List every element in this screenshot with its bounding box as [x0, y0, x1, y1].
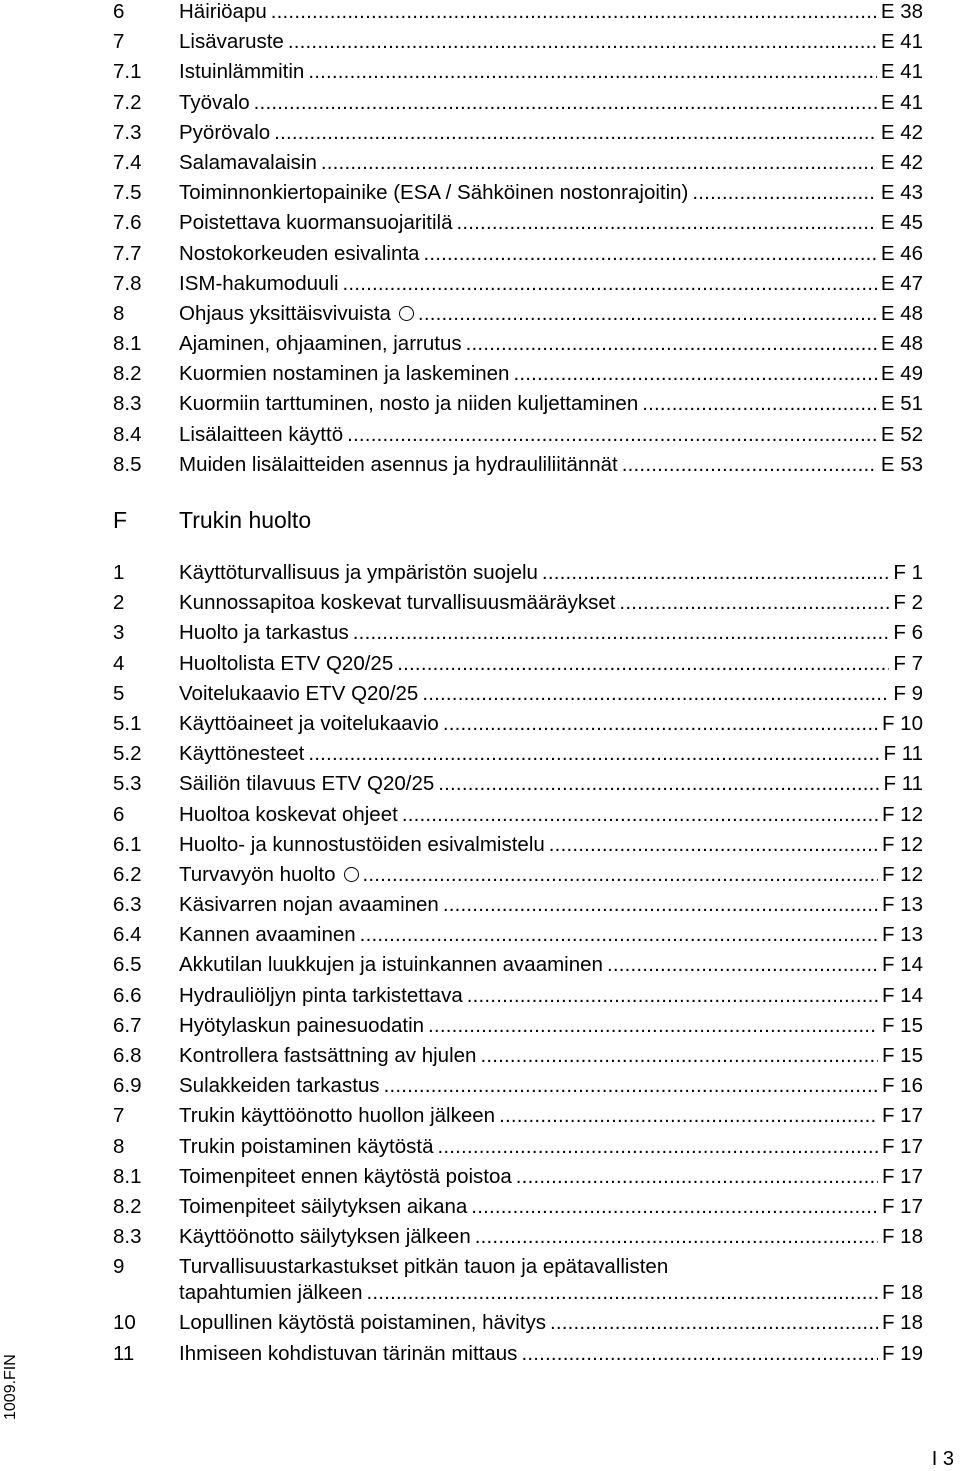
toc-entry-page: F 1	[893, 561, 923, 584]
dot-leader	[443, 893, 878, 917]
toc-entry-page: F 17	[881, 1134, 923, 1158]
toc-entry-number: 6.6	[113, 983, 142, 1007]
toc-entry-page: E 41	[880, 60, 923, 84]
toc-entry[interactable]	[113, 1135, 923, 1165]
toc-entry-page: E 46	[880, 241, 923, 265]
toc-entry[interactable]	[113, 453, 923, 483]
toc-entry-title: Nostokorkeuden esivalinta	[179, 241, 420, 265]
toc-entry-number: 5.3	[113, 772, 142, 796]
toc-entry-title: Käyttöaineet ja voitelukaavio	[179, 711, 439, 735]
toc-entry-title: Huoltoa koskevat ohjeet	[179, 802, 398, 826]
toc-entry-page: F 2	[893, 591, 923, 615]
toc-entry-title: Pyörövalo	[179, 120, 271, 144]
dot-leader	[443, 712, 878, 736]
toc-entry[interactable]	[113, 151, 923, 181]
table-of-contents	[113, 0, 923, 1372]
toc-entry-number: 6.2	[113, 862, 142, 886]
toc-entry-number: 7	[113, 30, 125, 54]
dot-leader	[347, 423, 877, 447]
toc-entry-number: 5.2	[113, 742, 142, 766]
toc-entry-page: E 41	[880, 30, 923, 54]
dot-leader	[397, 652, 889, 676]
toc-entry-number: 6.4	[113, 923, 142, 947]
toc-entry-page: E 42	[880, 150, 923, 174]
dot-leader	[499, 1104, 878, 1128]
dot-leader	[622, 453, 877, 477]
toc-entry-title: Muiden lisälaitteiden asennus ja hydrauliliitännät	[179, 452, 618, 476]
toc-entry-number: 8	[113, 301, 125, 325]
toc-entry-page: E 49	[880, 362, 923, 386]
toc-entry-page: E 47	[880, 271, 923, 295]
toc-entry[interactable]	[113, 0, 923, 30]
toc-entry-number: 7.8	[113, 271, 142, 295]
toc-entry[interactable]	[113, 652, 923, 682]
dot-leader	[475, 1225, 878, 1249]
toc-entry[interactable]	[113, 181, 923, 211]
dot-leader	[466, 332, 877, 356]
toc-entry-number: 7.4	[113, 150, 142, 174]
toc-entry-page: F 13	[881, 893, 923, 917]
toc-entry[interactable]	[113, 953, 923, 983]
toc-section-e	[113, 0, 923, 483]
toc-entry-title: Sulakkeiden tarkastus	[179, 1074, 380, 1098]
toc-entry-number: 7.5	[113, 181, 142, 205]
toc-entry[interactable]	[113, 423, 923, 453]
toc-entry[interactable]	[113, 1225, 923, 1255]
toc-entry[interactable]	[113, 591, 923, 621]
toc-entry[interactable]	[113, 121, 923, 151]
toc-entry-number: 8.3	[113, 1225, 142, 1249]
toc-entry-page: F 11	[883, 742, 923, 766]
toc-entry[interactable]	[113, 742, 923, 772]
dot-leader	[321, 151, 877, 175]
dot-leader	[549, 833, 878, 857]
toc-entry-page: F 7	[893, 651, 923, 675]
dot-leader	[438, 772, 879, 796]
toc-entry-title: Toiminnonkiertopainike (ESA / Sähköinen nostonrajoitin)	[179, 181, 689, 205]
toc-entry-title: Turvavyön huolto	[179, 863, 359, 887]
toc-entry[interactable]	[113, 803, 923, 833]
circle-option-icon	[399, 306, 414, 321]
toc-entry-number: 6.3	[113, 893, 142, 917]
toc-entry[interactable]	[113, 682, 923, 712]
toc-entry-title: Kunnossapitoa koskevat turvallisuusmääräykset	[179, 591, 616, 615]
dot-leader	[692, 181, 876, 205]
dot-leader	[367, 1281, 878, 1305]
toc-entry-title: Kuormien nostaminen ja laskeminen	[179, 362, 510, 386]
toc-entry-title: Huolto ja tarkastus	[179, 621, 349, 645]
toc-entry-number: 7.1	[113, 60, 142, 84]
toc-entry-title: Ajaminen, ohjaaminen, jarrutus	[179, 332, 462, 356]
dot-leader	[428, 1014, 878, 1038]
toc-entry-number: 8.5	[113, 452, 142, 476]
toc-entry-number: 8.3	[113, 392, 142, 416]
dot-leader	[343, 272, 877, 296]
toc-entry-title: Hydrauliöljyn pinta tarkistettava	[179, 983, 463, 1007]
toc-entry-page: F 18	[881, 1225, 923, 1249]
toc-entry-number: 11	[113, 1341, 135, 1365]
document-code: 1009.FIN	[2, 1354, 19, 1420]
dot-leader	[308, 60, 877, 84]
toc-entry-page: F 14	[881, 953, 923, 977]
dot-leader	[254, 91, 877, 115]
toc-entry[interactable]	[113, 1342, 923, 1372]
toc-entry-page: F 17	[881, 1194, 923, 1218]
toc-entry-title: Häiriöapu	[179, 0, 267, 23]
toc-entry[interactable]	[113, 923, 923, 953]
toc-entry-title: Istuinlämmitin	[179, 60, 305, 84]
toc-entry-page: E 41	[880, 90, 923, 114]
toc-entry[interactable]	[113, 1014, 923, 1044]
dot-leader	[467, 984, 878, 1008]
toc-entry-number: 7.2	[113, 90, 142, 114]
dot-leader	[437, 1135, 878, 1159]
toc-entry-title-line2: tapahtumien jälkeen	[179, 1281, 363, 1305]
toc-entry-number: 9	[113, 1255, 125, 1279]
toc-entry-page: F 19	[881, 1341, 923, 1365]
toc-entry-number: 7	[113, 1104, 125, 1128]
toc-entry-title: Akkutilan luukkujen ja istuinkannen avaaminen	[179, 953, 603, 977]
toc-entry[interactable]	[113, 1311, 923, 1341]
toc-entry[interactable]	[113, 242, 923, 272]
dot-leader	[402, 803, 878, 827]
toc-entry[interactable]	[113, 362, 923, 392]
toc-entry-number: 10	[113, 1311, 136, 1335]
dot-leader	[642, 392, 877, 416]
toc-entry-number: 4	[113, 651, 125, 675]
toc-entry-title: Poistettava kuormansuojaritilä	[179, 211, 453, 235]
dot-leader	[471, 1195, 878, 1219]
toc-entry-page: E 45	[880, 211, 923, 235]
toc-entry[interactable]	[113, 561, 923, 591]
dot-leader	[418, 302, 877, 326]
dot-leader	[422, 682, 889, 706]
toc-entry-number: 7.7	[113, 241, 142, 265]
chapter-letter: F	[113, 507, 128, 533]
page-number: I 3	[931, 1448, 954, 1470]
dot-leader	[480, 1044, 878, 1068]
toc-entry-title: Kuormiin tarttuminen, nosto ja niiden kuljettaminen	[179, 392, 639, 416]
toc-entry-title: Käyttöturvallisuus ja ympäristön suojelu	[179, 561, 538, 584]
toc-entry[interactable]	[113, 60, 923, 90]
toc-entry-number: 7.6	[113, 211, 142, 235]
toc-entry[interactable]	[113, 712, 923, 742]
dot-leader	[308, 742, 879, 766]
toc-entry[interactable]	[113, 893, 923, 923]
toc-entry-title: Salamavalaisin	[179, 150, 317, 174]
toc-entry-number: 8.2	[113, 1194, 142, 1218]
toc-entry-number: 8.1	[113, 332, 142, 356]
toc-entry-number: 5.1	[113, 711, 142, 735]
toc-entry-title: Käyttönesteet	[179, 742, 305, 766]
toc-entry-page: F 12	[881, 862, 923, 886]
toc-entry-page: F 17	[881, 1104, 923, 1128]
toc-entry-page: F 17	[881, 1164, 923, 1188]
circle-option-icon	[344, 867, 359, 882]
toc-entry[interactable]	[113, 30, 923, 60]
toc-entry-title: Toimenpiteet säilytyksen aikana	[179, 1194, 468, 1218]
toc-entry-number: 8.2	[113, 362, 142, 386]
toc-entry-number: 8.1	[113, 1164, 142, 1188]
dot-leader	[288, 30, 877, 54]
dot-leader	[513, 362, 876, 386]
toc-entry-title: Ohjaus yksittäisvivuista	[179, 302, 414, 326]
toc-entry-number: 8	[113, 1134, 125, 1158]
dot-leader	[516, 1165, 878, 1189]
toc-entry-page: F 12	[881, 802, 923, 826]
toc-entry-title: Lisälaitteen käyttö	[179, 422, 344, 446]
toc-entry[interactable]	[113, 272, 923, 302]
toc-entry[interactable]	[113, 392, 923, 422]
toc-entry-page: F 15	[881, 1044, 923, 1067]
toc-entry-number: 6.8	[113, 1044, 142, 1067]
dot-leader	[607, 953, 878, 977]
toc-entry-title: Voitelukaavio ETV Q20/25	[179, 681, 419, 705]
toc-entry[interactable]	[113, 863, 923, 893]
toc-entry[interactable]	[113, 1104, 923, 1134]
toc-entry[interactable]	[113, 833, 923, 863]
toc-entry[interactable]	[113, 332, 923, 362]
toc-entry-number: 5	[113, 681, 125, 705]
toc-entry-title: Kannen avaaminen	[179, 923, 356, 947]
toc-entry-title: Hyötylaskun painesuodatin	[179, 1013, 425, 1037]
dot-leader	[423, 242, 876, 266]
toc-entry-number: 3	[113, 621, 125, 645]
chapter-title: Trukin huolto	[179, 507, 312, 533]
toc-entry-page: E 42	[880, 120, 923, 144]
toc-entry-page: F 14	[881, 983, 923, 1007]
toc-entry-page: E 43	[880, 181, 923, 205]
toc-entry-page: E 52	[880, 422, 923, 446]
toc-entry-page: F 16	[881, 1074, 923, 1098]
toc-entry-page: F 6	[893, 621, 923, 645]
dot-leader	[521, 1342, 878, 1366]
dot-leader	[363, 863, 878, 887]
toc-entry-title-line1: Turvallisuustarkastukset pitkän tauon ja epätavallisten	[179, 1255, 669, 1279]
toc-entry-title: Trukin käyttöönotto huollon jälkeen	[179, 1104, 496, 1128]
toc-entry-page: E 48	[880, 301, 923, 325]
toc-entry-title: Toimenpiteet ennen käytöstä poistoa	[179, 1164, 512, 1188]
toc-section-f	[113, 561, 923, 1255]
toc-entry-page: F 18	[881, 1311, 923, 1335]
toc-entry-title: Kontrollera fastsättning av hjulen	[179, 1044, 477, 1067]
toc-entry-page: E 38	[880, 0, 923, 23]
toc-entry-number: 6.1	[113, 832, 142, 856]
toc-entry-page: F 12	[881, 832, 923, 856]
dot-leader	[384, 1074, 878, 1098]
toc-entry-number: 6	[113, 0, 125, 23]
toc-entry-page: F 13	[881, 923, 923, 947]
dot-leader	[542, 561, 889, 585]
toc-entry-page: F 11	[883, 772, 923, 796]
toc-entry[interactable]	[113, 302, 923, 332]
toc-entry-title: Työvalo	[179, 90, 250, 114]
toc-entry-title: Ihmiseen kohdistuvan tärinän mittaus	[179, 1341, 518, 1365]
dot-leader	[619, 591, 889, 615]
toc-entry-number: 6.7	[113, 1013, 142, 1037]
toc-entry[interactable]	[113, 211, 923, 241]
toc-entry[interactable]	[113, 1165, 923, 1195]
dot-leader	[456, 211, 876, 235]
toc-entry-title: ISM-hakumoduuli	[179, 271, 339, 295]
dot-leader	[274, 121, 877, 145]
toc-entry-page: F 18	[881, 1281, 923, 1305]
toc-entry-number: 2	[113, 591, 125, 615]
toc-entry-page: E 51	[880, 392, 923, 416]
toc-entry[interactable]	[113, 1195, 923, 1225]
toc-entry[interactable]	[113, 772, 923, 802]
toc-entry-number: 6	[113, 802, 125, 826]
toc-entry-page: F 9	[893, 681, 923, 705]
toc-entry-title: Lisävaruste	[179, 30, 284, 54]
toc-entry-number: 6.5	[113, 953, 142, 977]
toc-entry-title: Lopullinen käytöstä poistaminen, hävitys	[179, 1311, 546, 1335]
toc-entry-page: E 48	[880, 332, 923, 356]
toc-entry[interactable]	[113, 1044, 923, 1074]
dot-leader	[353, 621, 890, 645]
dot-leader	[550, 1311, 878, 1335]
toc-entry-title: Käsivarren nojan avaaminen	[179, 893, 439, 917]
toc-entry-title: Käyttöönotto säilytyksen jälkeen	[179, 1225, 471, 1249]
toc-entry-title: Huoltolista ETV Q20/25	[179, 651, 394, 675]
toc-entry-number: 6.9	[113, 1074, 142, 1098]
toc-entry-title: Huolto- ja kunnostustöiden esivalmistelu	[179, 832, 545, 856]
toc-entry[interactable]	[113, 91, 923, 121]
chapter-heading	[113, 505, 923, 535]
toc-entry[interactable]	[113, 1074, 923, 1104]
toc-entry-number: 7.3	[113, 120, 142, 144]
toc-entry-number: 1	[113, 561, 125, 584]
toc-entry-title: Trukin poistaminen käytöstä	[179, 1134, 434, 1158]
toc-entry-number: 8.4	[113, 422, 142, 446]
dot-leader	[271, 0, 877, 24]
toc-entry-page: F 10	[881, 711, 923, 735]
toc-entry[interactable]	[113, 621, 923, 651]
toc-entry-9[interactable]	[113, 1255, 923, 1311]
toc-entry-page: F 15	[881, 1013, 923, 1037]
toc-entry[interactable]	[113, 984, 923, 1014]
toc-section-f-tail	[113, 1311, 923, 1371]
toc-entry-title: Säiliön tilavuus ETV Q20/25	[179, 772, 435, 796]
toc-entry-page: E 53	[880, 452, 923, 476]
dot-leader	[360, 923, 878, 947]
